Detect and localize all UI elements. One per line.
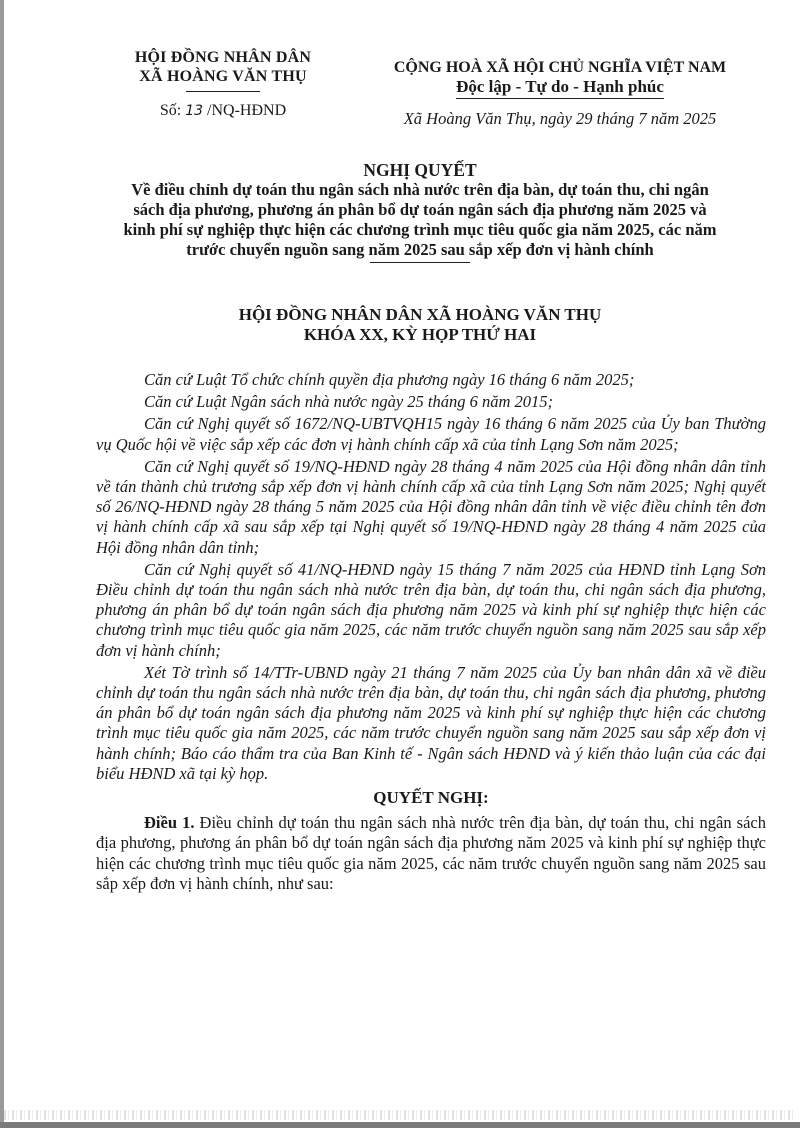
legal-basis-item: Căn cứ Nghị quyết số 1672/NQ-UBTVQH15 ngày 16 tháng 6 năm 2025 của Ủy ban Thường vụ Quốc hội về việc sắp xếp các đơn vị hành chính cấp xã của tỉnh Lạng Sơn năm 2025; bbox=[96, 414, 766, 454]
legal-basis-item: Căn cứ Luật Tổ chức chính quyền địa phương ngày 16 tháng 6 năm 2025; bbox=[144, 370, 635, 389]
authority-name-line2: XÃ HOÀNG VĂN THỤ bbox=[139, 68, 307, 85]
document-type: NGHỊ QUYẾT bbox=[363, 160, 477, 180]
subject-underline bbox=[370, 262, 470, 263]
national-header-block bbox=[360, 58, 760, 129]
legal-basis-item: Xét Tờ trình số 14/TTr-UBND ngày 21 tháng 7 năm 2025 của Ủy ban nhân dân xã về điều chỉnh dự toán thu ngân sách nhà nước trên địa bàn, dự toán thu, chi ngân sách địa phương, phương án phân bổ dự toán ngân sách địa phương năm 2025 và kinh phí sự nghiệp thực hiện các chương trình mục tiêu quốc gia năm 2025, các năm trước chuyển nguồn sang năm 2025 sau sắp xếp đơn vị hành chính; Báo cáo thẩm tra của Ban Kinh tế - Ngân sách HĐND và ý kiến thảo luận của các đại biểu HĐND xã tại kỳ họp. bbox=[96, 662, 766, 783]
authority-underline bbox=[186, 91, 260, 92]
article-1 bbox=[96, 813, 766, 894]
document-number-handwritten: 13 bbox=[185, 103, 204, 119]
document-body bbox=[96, 370, 766, 896]
document-number-prefix: Số: bbox=[159, 102, 182, 119]
issuing-authority-block bbox=[118, 48, 328, 120]
council-name: HỘI ĐỒNG NHÂN DÂN XÃ HOÀNG VĂN THỤ bbox=[238, 305, 602, 324]
national-title: CỘNG HOÀ XÃ HỘI CHỦ NGHĨA VIỆT NAM bbox=[393, 59, 727, 76]
document-number bbox=[118, 102, 328, 120]
resolution-title-block bbox=[100, 160, 740, 263]
legal-basis-item: Căn cứ Luật Ngân sách nhà nước ngày 25 tháng 6 năm 2015; bbox=[144, 392, 554, 412]
document-number-suffix: /NQ-HĐND bbox=[207, 102, 287, 119]
council-heading bbox=[100, 305, 740, 345]
decides-heading: QUYẾT NGHỊ: bbox=[373, 788, 489, 808]
council-session: KHÓA XX, KỲ HỌP THỨ HAI bbox=[303, 325, 537, 344]
legal-basis-item: Căn cứ Nghị quyết số 41/NQ-HĐND ngày 15 tháng 7 năm 2025 của HĐND tỉnh Lạng Sơn Điều chỉnh dự toán thu ngân sách nhà nước trên địa bàn, dự toán thu, chi ngân sách địa phương, phương án phân bổ dự toán ngân sách địa phương năm 2025 và kinh phí sự nghiệp thực hiện các chương trình mục tiêu quốc gia năm 2025, các năm trước chuyển nguồn sang năm 2025 sau sắp xếp đơn vị hành chính; bbox=[96, 559, 766, 660]
legal-basis-item: Căn cứ Nghị quyết số 19/NQ-HĐND ngày 28 tháng 4 năm 2025 của Hội đồng nhân dân tỉnh về tán thành chủ trương sắp xếp đơn vị hành chính cấp xã của tỉnh Lạng Sơn năm 2025; Nghị quyết số 26/NQ-HĐND ngày 28 tháng 5 năm 2025 của Hội đồng nhân dân tỉnh về việc điều chỉnh tên đơn vị hành chính cấp xã sau sắp xếp tại Nghị quyết số 19/NQ-HĐND ngày 28 tháng 4 năm 2025 của Hội đồng nhân dân tỉnh; bbox=[96, 456, 766, 557]
article-label: Điều 1. bbox=[144, 813, 195, 833]
national-motto: Độc lập - Tự do - Hạnh phúc bbox=[456, 77, 664, 99]
resolution-subject: Về điều chỉnh dự toán thu ngân sách nhà nước trên địa bàn, dự toán thu, chi ngân sách địa phương, phương án phân bổ dự toán ngân sách địa phương năm 2025 và kinh phí sự nghiệp thực hiện các chương trình mục tiêu quốc gia năm 2025, các năm trước chuyển nguồn sang năm 2025 sau sắp xếp đơn vị hành chính bbox=[123, 180, 717, 259]
place-and-date: Xã Hoàng Văn Thụ, ngày 29 tháng 7 năm 2025 bbox=[403, 109, 717, 128]
authority-name-line1: HỘI ĐỒNG NHÂN DÂN bbox=[134, 49, 312, 66]
article-text: Điều chỉnh dự toán thu ngân sách nhà nước trên địa bàn, dự toán thu, chi ngân sách địa phương, phương án phân bổ dự toán ngân sách địa phương năm 2025 và kinh phí sự nghiệp thực hiện các chương trình mục tiêu quốc gia năm 2025, các năm trước chuyển nguồn sang năm 2025 sau sắp xếp đơn vị hành chính, như sau: bbox=[96, 813, 766, 893]
